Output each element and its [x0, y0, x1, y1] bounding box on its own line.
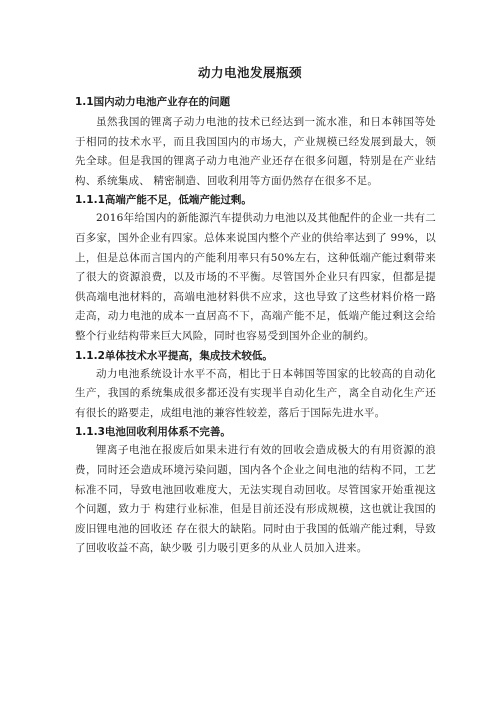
section-heading-1-1-1: 1.1.1高端产能不足，低端产能过剩。 — [75, 194, 252, 207]
document-body — [75, 93, 436, 559]
section-paragraph-1-1-1: 2016年给国内的新能源汽车提供动力电池以及其他配件的企业一共有二百多家，国外企业有四家。总体来说国内整个产业的供给率达到了 99%，以上，但是总体而言国内的产能利用率只有50%左右，这种低端产能过剩带来了很大的资源浪费，以及市场的不平衡。尽管国外企业只有四家，但都是提供高端电池材料的，高端电池材料供不应求，这也导致了这些材料价格一路走高，动力电池的成本一直居高不下，高端产能不足，低端产能过剩这会给整个行业结构带来巨大风险，同时也容易受到国外企业的制约。 — [75, 212, 436, 342]
section-paragraph-1-1-2: 动力电池系统设计水平不高，相比于日本韩国等国家的比较高的自动化生产，我国的系统集成很多都还没有实现半自动化生产，离全自动化生产还有很长的路要走，成组电池的兼容性较差，落后于国际先进水平。 — [75, 367, 436, 419]
document-title: 动力电池发展瓶颈 — [197, 65, 302, 80]
section-heading-1-1-3: 1.1.3电池回收利用体系不完善。 — [75, 426, 231, 439]
section-heading-1-1-2: 1.1.2单体技术水平提高，集成技术较低。 — [75, 349, 273, 362]
section-paragraph-1-1-3: 锂离子电池在报废后如果未进行有效的回收会造成极大的有用资源的浪费，同时还会造成环境污染问题，国内各个企业之间电池的结构不同，工艺标准不同，导致电池回收难度大，无法实现自动回收。尽管国家开始重视这个问题，致力于 构建行业标准，但是目前还没有形成规模，这也就让我国的废旧锂电池的回收还 存在很大的缺陷。同时由于我国的低端产能过剩，导致了回收收益不高，缺少吸 引力吸引更多的从业人员加入进来。 — [75, 444, 436, 555]
section-paragraph-1-1: 虽然我国的锂离子动力电池的技术已经达到一流水准，和日本韩国等处于相同的技术水平，而且我国国内的市场大，产业规模已经发展到最大，领先全球。但是我国的锂离子动力电池产业还存在很多问题，特别是在产业结构、系统集成、 精密制造、回收利用等方面仍然存在很多不足。 — [75, 116, 436, 187]
section-heading-1-1: 1.1国内动力电池产业存在的问题 — [75, 96, 231, 108]
